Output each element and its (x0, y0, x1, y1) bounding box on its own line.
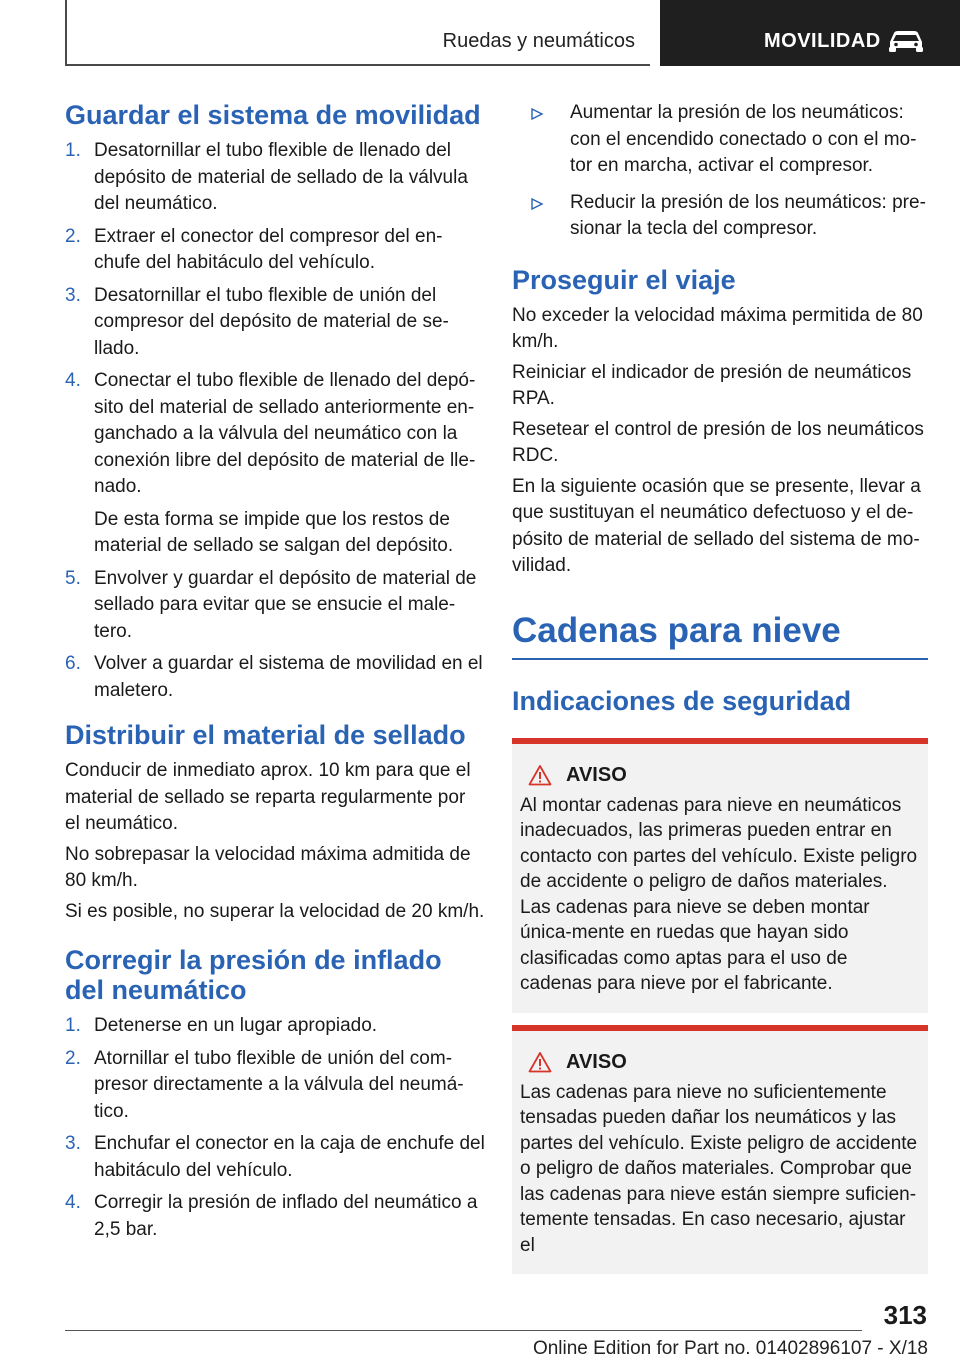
step-item: 2. Atornillar el tubo flexible de unión del com‐presor directamente a la válvula del neumá‐tico. (65, 1047, 464, 1122)
warning-label: AVISO (566, 1050, 627, 1073)
step-note: De esta forma se impide que los restos de material de sellado se salgan del depósito. (94, 508, 454, 556)
paragraph: No exceder la velocidad máxima permitida de 80 km/h. (512, 304, 923, 352)
paragraph: Reiniciar el indicador de presión de neumáticos RPA. (512, 361, 912, 409)
triangle-bullet-icon (530, 107, 544, 121)
warning-text: Las cadenas para nieve no suficientemente tensadas pueden dañar los neumáticos y las partes del vehículo. Existe peligro de accidente o peligro de daños materiales. Comprobar que las cadenas para nieve están siempre suficien‐temente tensadas. En caso necesario, ajustar el (520, 1081, 918, 1256)
chapter-title-rule (512, 658, 928, 660)
triangle-bullet-icon (530, 197, 544, 211)
heading-indicaciones: Indicaciones de seguridad (512, 685, 852, 716)
bullet-item: Reducir la presión de los neumáticos: pre‐sionar la tecla del compresor. (512, 190, 928, 243)
heading-distribuir: Distribuir el material de sellado (65, 720, 466, 750)
page-number: 313 (883, 1300, 927, 1330)
heading-guardar: Guardar el sistema de movilidad (65, 100, 481, 130)
step-item: 1. Detenerse en un lugar apropiado. (65, 1015, 378, 1036)
paragraph: Conducir de inmediato aprox. 10 km para que el material de sellado se reparta regularmente por el neumático. (65, 760, 471, 834)
warning-title (520, 764, 920, 787)
step-item: 3. Desatornillar el tubo flexible de unión del compresor del depósito de material de se‐llado. (65, 284, 449, 359)
warning-label: AVISO (566, 763, 627, 786)
header-chapter-tab (660, 0, 960, 66)
warning-title (520, 1051, 920, 1074)
heading-proseguir: Proseguir el viaje (512, 264, 736, 295)
paragraph: En la siguiente ocasión que se presente, llevar a que sustituyan el neumático defectuoso y el de‐pósito de material de sellado del sistema de mo‐vilidad. (512, 475, 921, 576)
bullet-item: Aumentar la presión de los neumáticos: con el encendido conectado o con el mo‐tor en marcha, activar el compresor. (512, 100, 928, 180)
warning-triangle-icon (528, 764, 552, 786)
paragraph: No sobrepasar la velocidad máxima admitida de 80 km/h. (65, 843, 471, 891)
left-column (65, 100, 485, 1249)
warning-triangle-icon (528, 1051, 552, 1073)
step-item: 5. Envolver y guardar el depósito de material de sellado para evitar que se ensucie el male‐tero. (65, 567, 477, 642)
warning-text: Al montar cadenas para nieve en neumáticos inadecuados, las primeras pueden entrar en contacto con partes del vehículo. Existe peligro de accidente o peligro de daños materiales. Las cadenas para nieve se deben montar única‐mente en ruedas que hayan sido clasificadas como aptas para el uso de cadenas para nieve por el fabricante. (520, 794, 918, 994)
step-item: 2. Extraer el conector del compresor del en‐chufe del habitáculo del vehículo. (65, 225, 443, 273)
header-chapter-label: MOVILIDAD (764, 30, 881, 52)
step-item: 1. Desatornillar el tubo flexible de llenado del depósito de material de sellado de la válvula del neumático. (65, 140, 468, 214)
step-item: 4. Conectar el tubo flexible de llenado del depó‐sito del material de sellado anteriormente en‐ganchado a la válvula del neumático con la conexión libre del depósito de material de lle‐nado. (65, 370, 476, 497)
step-item: 4. Corregir la presión de inflado del neumático a 2,5 bar. (65, 1192, 478, 1240)
car-icon (886, 28, 926, 52)
footer-rule (65, 1330, 862, 1331)
step-item: 3. Enchufar el conector en la caja de enchufe del habitáculo del vehículo. (65, 1133, 485, 1181)
header-bottom-rule (65, 64, 650, 66)
warning-box (512, 1025, 928, 1275)
header-left-border (65, 0, 67, 66)
step-item: 6. Volver a guardar el sistema de movilidad en el maletero. (65, 653, 483, 701)
header-section-title: Ruedas y neumáticos (442, 30, 635, 52)
right-column (512, 100, 928, 1274)
paragraph: Resetear el control de presión de los neumáticos RDC. (512, 418, 924, 466)
chapter-title: Cadenas para nieve (512, 610, 841, 650)
heading-corregir: Corregir la presión de inflado del neumático (65, 945, 442, 1005)
warning-box (512, 738, 928, 1013)
footer-edition: Online Edition for Part no. 01402896107 - X/18 (532, 1338, 928, 1359)
paragraph: Si es posible, no superar la velocidad de 20 km/h. (65, 900, 485, 922)
